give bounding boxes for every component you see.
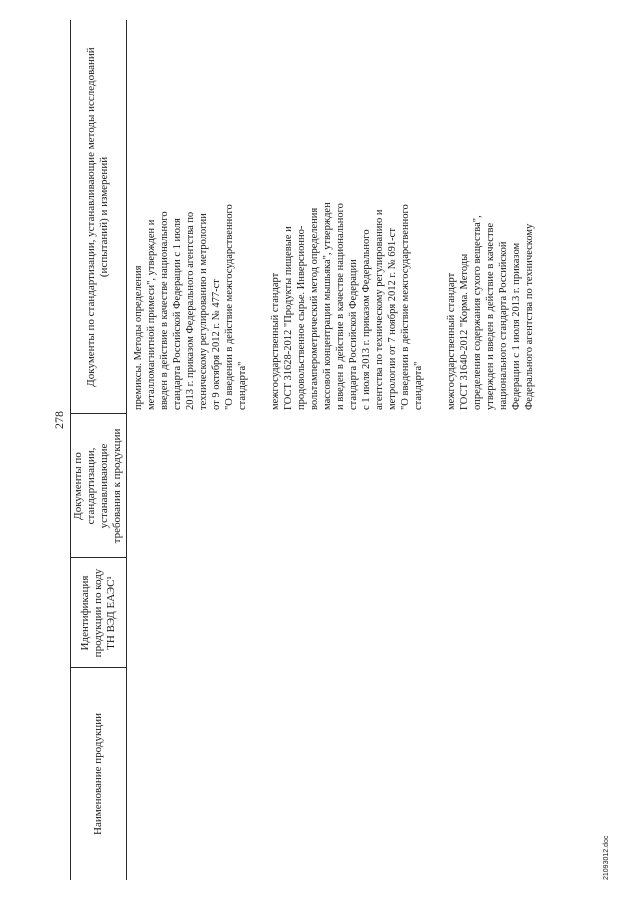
standard-entry [445, 60, 536, 410]
standard-entry [132, 60, 249, 410]
text-line: премиксы. Методы определения [133, 265, 144, 410]
text-line: Федерации с 1 июля 2013 г. приказом [511, 242, 522, 410]
text-line: стандарта" [413, 361, 424, 410]
text-line: ГОСТ 31640-2012 "Корма. Методы [459, 253, 470, 410]
text-line: с 1 июля 2013 г. приказом Федерального [361, 229, 372, 410]
text-line: "О введении в действие межгосударственного [400, 204, 411, 410]
column-divider [70, 667, 126, 668]
text-line: техническому регулированию и метрологии [198, 213, 209, 410]
standards-table [70, 20, 550, 880]
text-line: утвержден и введен в действие в качестве [485, 222, 496, 410]
text-line: стандарта" [237, 361, 248, 410]
text-line: продовольственное сырье. Инверсионно- [296, 225, 307, 410]
text-line: металломагнитной примеси", утвержден и [146, 219, 157, 410]
text-line: вольтамперометрический метод определения [309, 207, 320, 410]
page-number: 278 [52, 411, 66, 429]
column-divider [70, 413, 126, 414]
text-line: метрологии от 7 ноября 2012 г. № 691-ст [387, 228, 398, 410]
header-bottom-border [126, 20, 127, 880]
header-requirement-docs: Документы по стандартизации, устанавливающие требования к продукции [72, 428, 123, 544]
table-top-border [70, 20, 71, 880]
text-line: национального стандарта Российской [498, 241, 509, 410]
header-tn-ved-code: Идентификация продукции по коду ТН ВЭД ЕАЭС¹ [78, 568, 117, 658]
text-line: "О введении в действие межгосударственного [224, 204, 235, 410]
column-divider [70, 557, 126, 558]
text-line: межгосударственный стандарт [446, 272, 457, 410]
column-product-name [70, 668, 550, 880]
method-docs-content [132, 60, 556, 410]
column-requirement-docs [70, 414, 550, 558]
text-line: агентства по техническому регулированию и [374, 209, 385, 410]
standard-entry [269, 60, 425, 410]
text-line: определения содержания сухого вещества", [472, 215, 483, 410]
header-method-docs: Документы по стандартизации, устанавливающие методы исследований (испытаний) и измерений [85, 47, 110, 387]
text-line: Федерального агентства по техническому [524, 223, 535, 410]
document-filename: 21093012.doc [603, 835, 610, 880]
text-line: массовой концентрации мышьяка", утвержден [322, 202, 333, 410]
text-line: стандарта Российской Федерации с 1 июля [172, 218, 183, 410]
text-line: от 9 октября 2012 г. № 477-ст [211, 279, 222, 410]
text-line: ГОСТ 31628-2012 "Продукты пищевые и [283, 226, 294, 410]
text-line: и введен в действие в качестве национального [335, 203, 346, 410]
header-product-name: Наименование продукции [91, 713, 104, 835]
column-tn-ved-code [70, 558, 550, 668]
text-line: стандарта Российской Федерации [348, 259, 359, 410]
text-line: 2013 г. приказом Федерального агентства по [185, 211, 196, 410]
text-line: межгосударственный стандарт [270, 272, 281, 410]
text-line: введен в действие в качестве национального [159, 211, 170, 410]
